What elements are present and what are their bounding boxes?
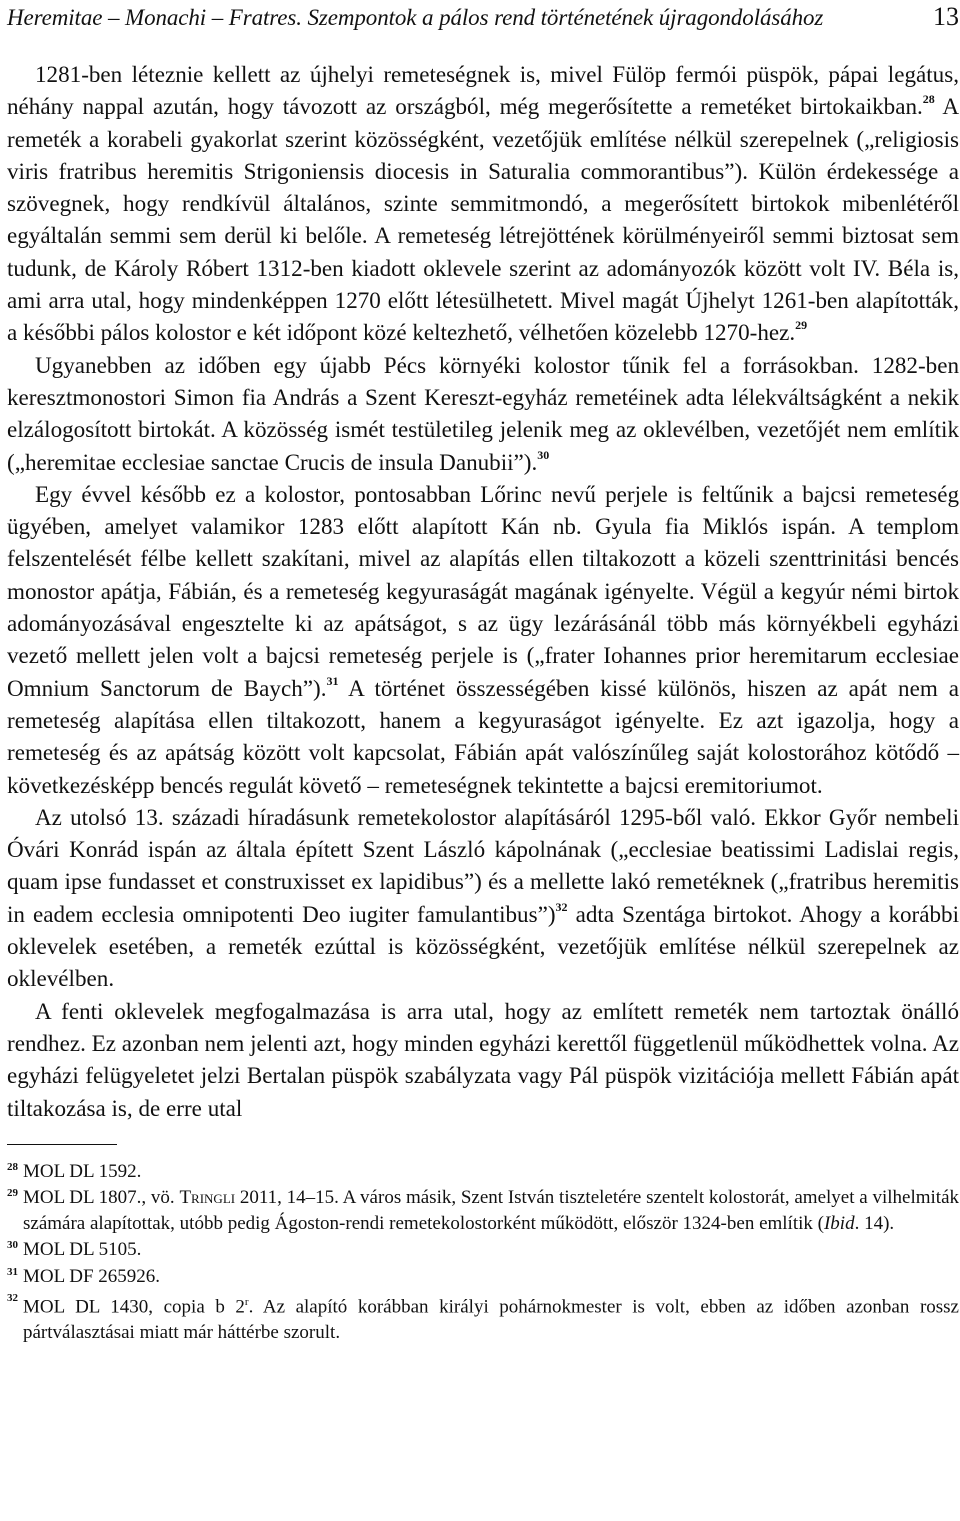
footnote-ref[interactable]: 28 (922, 92, 935, 107)
footnote-number: 28 (7, 1160, 18, 1173)
footnote-text: . 14). (854, 1212, 895, 1234)
footnote (7, 1185, 959, 1236)
paragraph-text: Az utolsó 13. századi híradásunk remetekolostor alapításáról 1295-ből való. Ekkor Győr nembeli Óvári Konrád ispán az általa épített Szent László kápolnának („ecclesiae beatissimi Ladislai regis, quam ipse fundasset et construxisset ex lapidibus”) és a mellette lakó remetéknek („fratribus heremitis in eadem ecclesia omnipotenti Deo iugiter famulantibus”) (7, 803, 959, 927)
footnote-ref[interactable]: 32 (555, 899, 568, 914)
body-text (7, 58, 959, 1124)
footnote (7, 1290, 959, 1345)
author-name: Tringli (179, 1187, 236, 1209)
paragraph-text: Ugyanebben az időben egy újabb Pécs környéki kolostor tűnik fel a forrásokban. 1282-ben keresztmonostori Simon fia András a Szent Kereszt-egyház remetéinek adta lélekváltságként a nekik elzálogosított birtokát. A közösség ismét testületileg jelenik meg az oklevélben, vezetőjét nem említik („heremitae ecclesiae sanctae Crucis de insula Danubii”). (7, 351, 959, 475)
footnotes (7, 1159, 959, 1346)
footnote-number: 29 (7, 1187, 18, 1200)
footnote-ref[interactable]: 31 (326, 673, 339, 688)
footnote-text: MOL DL 1430, copia b 2 (23, 1296, 245, 1318)
footnote-separator (7, 1144, 117, 1145)
paragraph (7, 478, 959, 801)
superscript: r (244, 1296, 249, 1309)
paragraph (7, 995, 959, 1124)
paragraph-text: A történet összességében kissé különös, hiszen az apát nem a remeteség alapítása ellen tiltakozott, hanem a kegyuraságot igényelte. Ez azt igazolja, hogy a remeteség és az apátság között volt kapcsolat, Fábián apát valószínűleg saját kolostorához kötődő – következésképp bencés regulát követő – remeteségnek tekintette a bajcsi eremitoriumot. (7, 674, 959, 798)
footnote-number: 31 (7, 1265, 18, 1278)
footnote-text: MOL DF 265926. (23, 1265, 161, 1287)
paragraph-text: A fenti oklevelek megfogalmazása is arra utal, hogy az említett remeték nem tartoztak önálló rendhez. Ez azonban nem jelenti azt, hogy minden egyházi kerettől függetlenül működhettek volna. Az egyházi felügyeletet jelzi Bertalan püspök szabályzata vagy Pál püspök vizitációja mellett Fábián apát tiltakozása is, de erre utal (7, 997, 959, 1121)
footnote-text: MOL DL 5105. (23, 1239, 142, 1261)
footnote-text: . Az alapító korábban királyi pohárnokmester is volt, ebben az időben azonban rossz pártválasztásai miatt már háttérbe szorult. (23, 1296, 959, 1344)
paragraph (7, 58, 959, 349)
footnote-text: MOL DL 1807., vö. (23, 1187, 180, 1209)
ibid: Ibid (823, 1212, 855, 1234)
paragraph-text: Egy évvel később ez a kolostor, pontosabban Lőrinc nevű perjele is feltűnik a bajcsi remeteség ügyében, amelyet valamikor 1283 előtt alapított Kán nb. Gyula fia Miklós ispán. A templom felszentelését félbe kellett szakítani, mivel az alapítás ellen tiltakozott a közeli szenttrinitási bencés monostor apátja, Fábián, és a remeteség kegyuraságát magának igényelte. Végül a kegyúr némi birtok adományozásával engesztelte ki az apátságot, s az ügy lezárásánál több más környékbeli egyházi vezető mellett jelen volt a bajcsi remeteség perjele is („frater Iohannes prior heremitarum ecclesiae Omnium Sanctorum de Baych”). (7, 480, 959, 701)
paragraph (7, 801, 959, 995)
footnote-text: 2011, 14–15. A város másik, Szent István tiszteletére szentelt kolostorát, amelyet a vilhelmiták számára alapítottak, utóbb pedig Ágoston-rendi remetekolostorként működött, először 1324-ben említik ( (23, 1187, 959, 1234)
footnote (7, 1264, 959, 1290)
running-title: Heremitae – Monachi – Fratres. Szempontok a pálos rend történetének újragondolásához (7, 5, 824, 30)
running-header (7, 2, 959, 38)
paragraph-text: A remeték a korabeli gyakorlat szerint közösségként, vezetőjük említése nélkül szerepelnek („religiosis viris fratribus heremitis Strigoniensis diocesis in Saturalia commorantibus”). Külön érdekessége a szövegnek, hogy rendkívül általános, szinte semmitmondó, a megerősített birtokok mibenlétéről egyáltalán semmi sem derül ki belőle. A remeteség létrejöttének körülményeiről semmi biztosat sem tudunk, de Károly Róbert 1312-ben kiadott oklevele szerint az adományozók között volt IV. Béla is, ami arra utal, hogy mindenképpen 1270 előtt létesülhetett. Mivel magát Újhelyt 1261-ben alapították, a későbbi pálos kolostor e két időpont közé keltezhető, vélhetően közelebb 1270-hez. (7, 93, 959, 346)
footnote-ref[interactable]: 29 (795, 318, 808, 333)
paragraph-text: 1281-ben léteznie kellett az újhelyi remeteségnek is, mivel Fülöp fermói püspök, pápai legátus, néhány nappal azután, hogy távozott az országból, még megerősítette a remetéket birtokaikban. (7, 61, 959, 120)
footnote (7, 1237, 959, 1263)
footnote-number: 32 (7, 1292, 18, 1305)
footnote-number: 30 (7, 1239, 18, 1252)
footnote-text: MOL DL 1592. (23, 1160, 142, 1182)
paragraph (7, 349, 959, 478)
paragraph-text: adta Szentága birtokot. Ahogy a korábbi oklevelek esetében, a remeték ezúttal is közösségként, vezetőjük említése nélkül szerepelnek az oklevélben. (7, 900, 960, 992)
footnote-ref[interactable]: 30 (537, 447, 550, 462)
page-number: 13 (933, 2, 959, 31)
page (7, 0, 959, 1347)
footnote (7, 1159, 959, 1185)
